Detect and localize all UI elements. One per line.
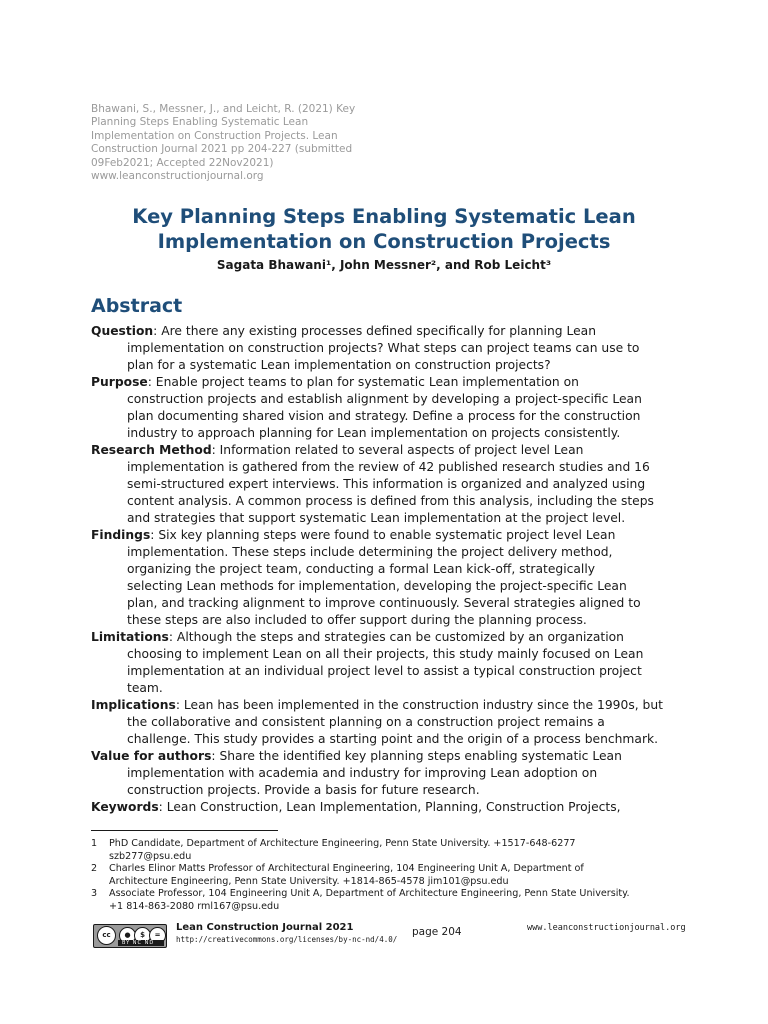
creative-commons-badge-icon[interactable] [93, 924, 167, 948]
cc-icon: cc [97, 926, 116, 945]
noderivatives-icon: = [149, 927, 166, 944]
abstract-body [91, 323, 691, 816]
noncommercial-icon: $ [134, 927, 151, 944]
citation-line: Planning Steps Enabling Systematic Lean [91, 116, 309, 129]
footnote-3: 3 Associate Professor, 104 Engineering Unit A, Department of Architecture Engineering, Penn State University. +1 814-863-2080 rml167@psu.edu [91, 888, 630, 912]
cc-badge-text: BY NC ND [122, 940, 155, 946]
footnote-divider [91, 830, 278, 831]
footnote-number: 2 [91, 863, 98, 875]
entry-label: Limitations [91, 630, 169, 644]
abstract-purpose: Purpose: Enable project teams to plan for systematic Lean implementation on construction projects and establish alignment by developing a project-specific Lean plan documenting shared vision and strategy. Define a process for the construction industry to approach planning for Lean implementation on projects consistently. [91, 375, 642, 440]
abstract-question: Question: Are there any existing processes defined specifically for planning Lean implementation on construction projects? What steps can project teams can use to plan for a systematic Lean implementation on construction projects? [91, 324, 640, 372]
abstract-research-method: Research Method: Information related to several aspects of project level Lean implementation is gathered from the review of 42 published research studies and 16 semi-structured expert interviews. This information is organized and analyzed using content analysis. A common process is defined from this analysis, including the steps and strategies that support systematic Lean implementation at the project level. [91, 443, 654, 525]
page-number: page 204 [412, 926, 462, 938]
page-footer [0, 918, 768, 958]
entry-label: Question [91, 324, 154, 338]
title-line: Implementation on Construction Projects [157, 230, 611, 253]
title-line: Key Planning Steps Enabling Systematic Lean [132, 205, 636, 228]
citation-block [91, 103, 391, 183]
footnotes [91, 838, 691, 914]
citation-line: Implementation on Construction Projects. Lean [91, 129, 338, 142]
citation-line: 09Feb2021; Accepted 22Nov2021) [91, 156, 274, 169]
abstract-findings: Findings: Six key planning steps were found to enable systematic project level Lean implementation. These steps include determining the project delivery method, organizing the project team, conducting a formal Lean kick-off, strategically selecting Lean methods for implementation, developing the project-specific Lean plan, and tracking alignment to improve continuously. Several strategies aligned to these steps are also included to offer support during the planning process. [91, 528, 641, 627]
entry-label: Findings [91, 528, 151, 542]
footnote-number: 1 [91, 838, 98, 849]
citation-line: Bhawani, S., Messner, J., and Leicht, R. (2021) Key [91, 103, 356, 115]
footnote-1: 1 PhD Candidate, Department of Architecture Engineering, Penn State University. +1517-648-6277 szb277@psu.edu [91, 838, 576, 862]
abstract-heading: Abstract [91, 295, 183, 317]
attribution-icon: ● [119, 927, 136, 944]
paper-title [0, 204, 768, 254]
footnote-number: 3 [91, 888, 98, 900]
entry-label: Value for authors [91, 749, 212, 763]
entry-label: Keywords [91, 800, 159, 814]
entry-label: Implications [91, 698, 176, 712]
entry-label: Purpose [91, 375, 148, 389]
authors: Sagata Bhawani¹, John Messner², and Rob Leicht³ [216, 258, 552, 272]
abstract-keywords: Keywords: Lean Construction, Lean Implementation, Planning, Construction Projects, [91, 800, 621, 814]
journal-website-link[interactable]: www.leanconstructionjournal.org [527, 923, 686, 933]
journal-name: Lean Construction Journal 2021 [176, 922, 354, 933]
footnote-2: 2 Charles Elinor Matts Professor of Architectural Engineering, 104 Engineering Unit A, Department of Architecture Engineering, Penn State University. +1814-865-4578 jim101@psu.edu [91, 863, 584, 887]
abstract-limitations: Limitations: Although the steps and strategies can be customized by an organization choosing to implement Lean on all their projects, this study mainly focused on Lean implementation at an individual project level to assist a typical construction project team. [91, 630, 644, 695]
abstract-implications: Implications: Lean has been implemented in the construction industry since the 1990s, but the collaborative and consistent planning on a construction project remains a challenge. This study provides a starting point and the origin of a process benchmark. [91, 698, 663, 746]
citation-url[interactable]: www.leanconstructionjournal.org [91, 170, 264, 183]
citation-line: Construction Journal 2021 pp 204-227 (submitted [91, 143, 353, 156]
abstract-value-for-authors: Value for authors: Share the identified key planning steps enabling systematic Lean implementation with academia and industry for improving Lean adoption on construction projects. Provide a basis for future research. [91, 749, 622, 797]
license-link[interactable]: http://creativecommons.org/licenses/by-nc-nd/4.0/ [176, 935, 398, 944]
entry-label: Research Method [91, 443, 212, 457]
